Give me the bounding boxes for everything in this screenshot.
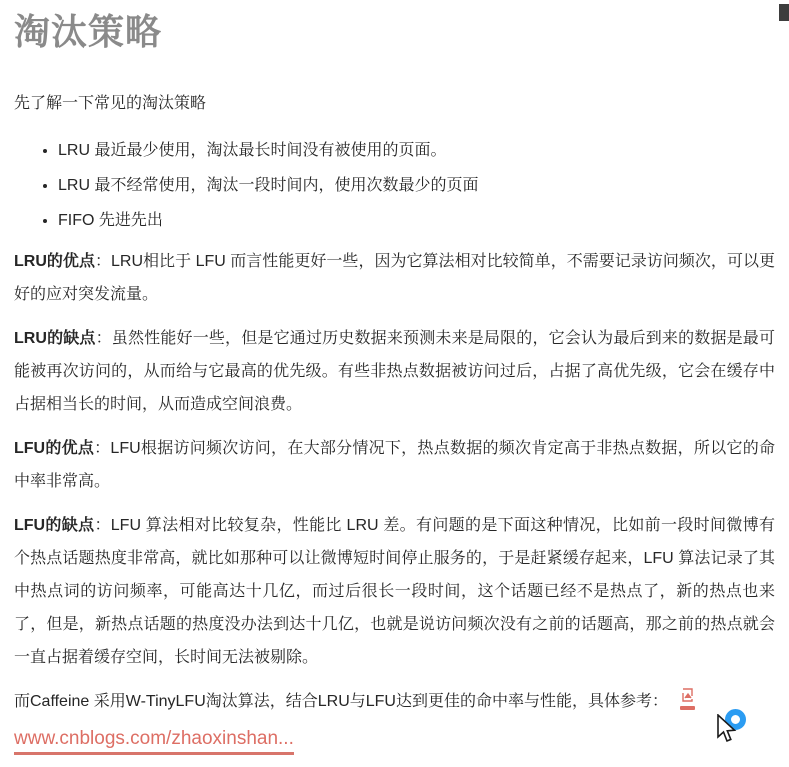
mouse-cursor-icon xyxy=(716,714,738,749)
paragraph-label: LFU的优点 xyxy=(14,440,95,458)
paragraph-label: LFU的缺点 xyxy=(14,517,95,535)
broken-image-icon[interactable] xyxy=(680,688,696,710)
paragraph-lru-cons xyxy=(14,322,775,421)
page-title: 淘汰策略 xyxy=(14,11,163,52)
paragraph-text: ：LRU相比于 LFU 而言性能更好一些，因为它算法相对比较简单，不需要记录访问频次，可以更好的应对突发流量。 xyxy=(14,253,775,304)
paragraph-text: ：LFU根据访问频次访问，在大部分情况下，热点数据的频次肯定高于非热点数据，所以它的命中率非常高。 xyxy=(14,440,775,491)
closing-text-span: 而Caffeine 采用W-TinyLFU淘汰算法，结合LRU与LFU达到更佳的命中率与性能，具体参考： xyxy=(14,693,668,711)
paragraph-label: LRU的优点 xyxy=(14,253,95,271)
paragraph-text: ：虽然性能好一些，但是它通过历史数据来预测未来是局限的，它会认为最后到来的数据是最可能被再次访问的，从而给与它最高的优先级。有些非热点数据被访问过后，占据了高优先级，它会在缓存中占据相当长的时间，从而造成空间浪费。 xyxy=(14,330,775,414)
intro-text: 先了解一下常见的淘汰策略 xyxy=(14,95,207,113)
link-line xyxy=(14,728,775,750)
scrollbar-thumb[interactable] xyxy=(779,4,789,21)
bullet-list xyxy=(14,140,775,231)
paragraph-lru-pros xyxy=(14,245,775,311)
paragraph-lfu-pros xyxy=(14,432,775,498)
list-item: • FIFO 先进先出 xyxy=(58,210,775,231)
paragraph-label: LRU的缺点 xyxy=(14,330,96,348)
cnblogs-link[interactable]: www.cnblogs.com/zhaoxinshan... xyxy=(14,728,294,755)
closing-text xyxy=(14,685,775,718)
paragraph-text: ：LFU 算法相对比较复杂，性能比 LRU 差。有问题的是下面这种情况，比如前一段时间微博有个热点话题热度非常高，就比如那种可以让微博短时间停止服务的，于是赶紧缓存起来，LFU 算法记录了其中热点词的访问频率，可能高达十几亿，而过后很长一段时间，这个话题已经不是热点了，新的热点也来了，但是，新热点话题的热度没办法到达十几亿，也就是说访问频次没有之前的话题高，那之前的热点就会一直占据着缓存空间，长时间无法被剔除。 xyxy=(14,517,775,667)
icon-underline xyxy=(680,706,695,710)
paragraph-lfu-cons xyxy=(14,509,775,674)
list-item: • LRU 最不经常使用，淘汰一段时间内，使用次数最少的页面 xyxy=(58,175,775,196)
list-item: • LRU 最近最少使用，淘汰最长时间没有被使用的页面。 xyxy=(58,140,775,161)
